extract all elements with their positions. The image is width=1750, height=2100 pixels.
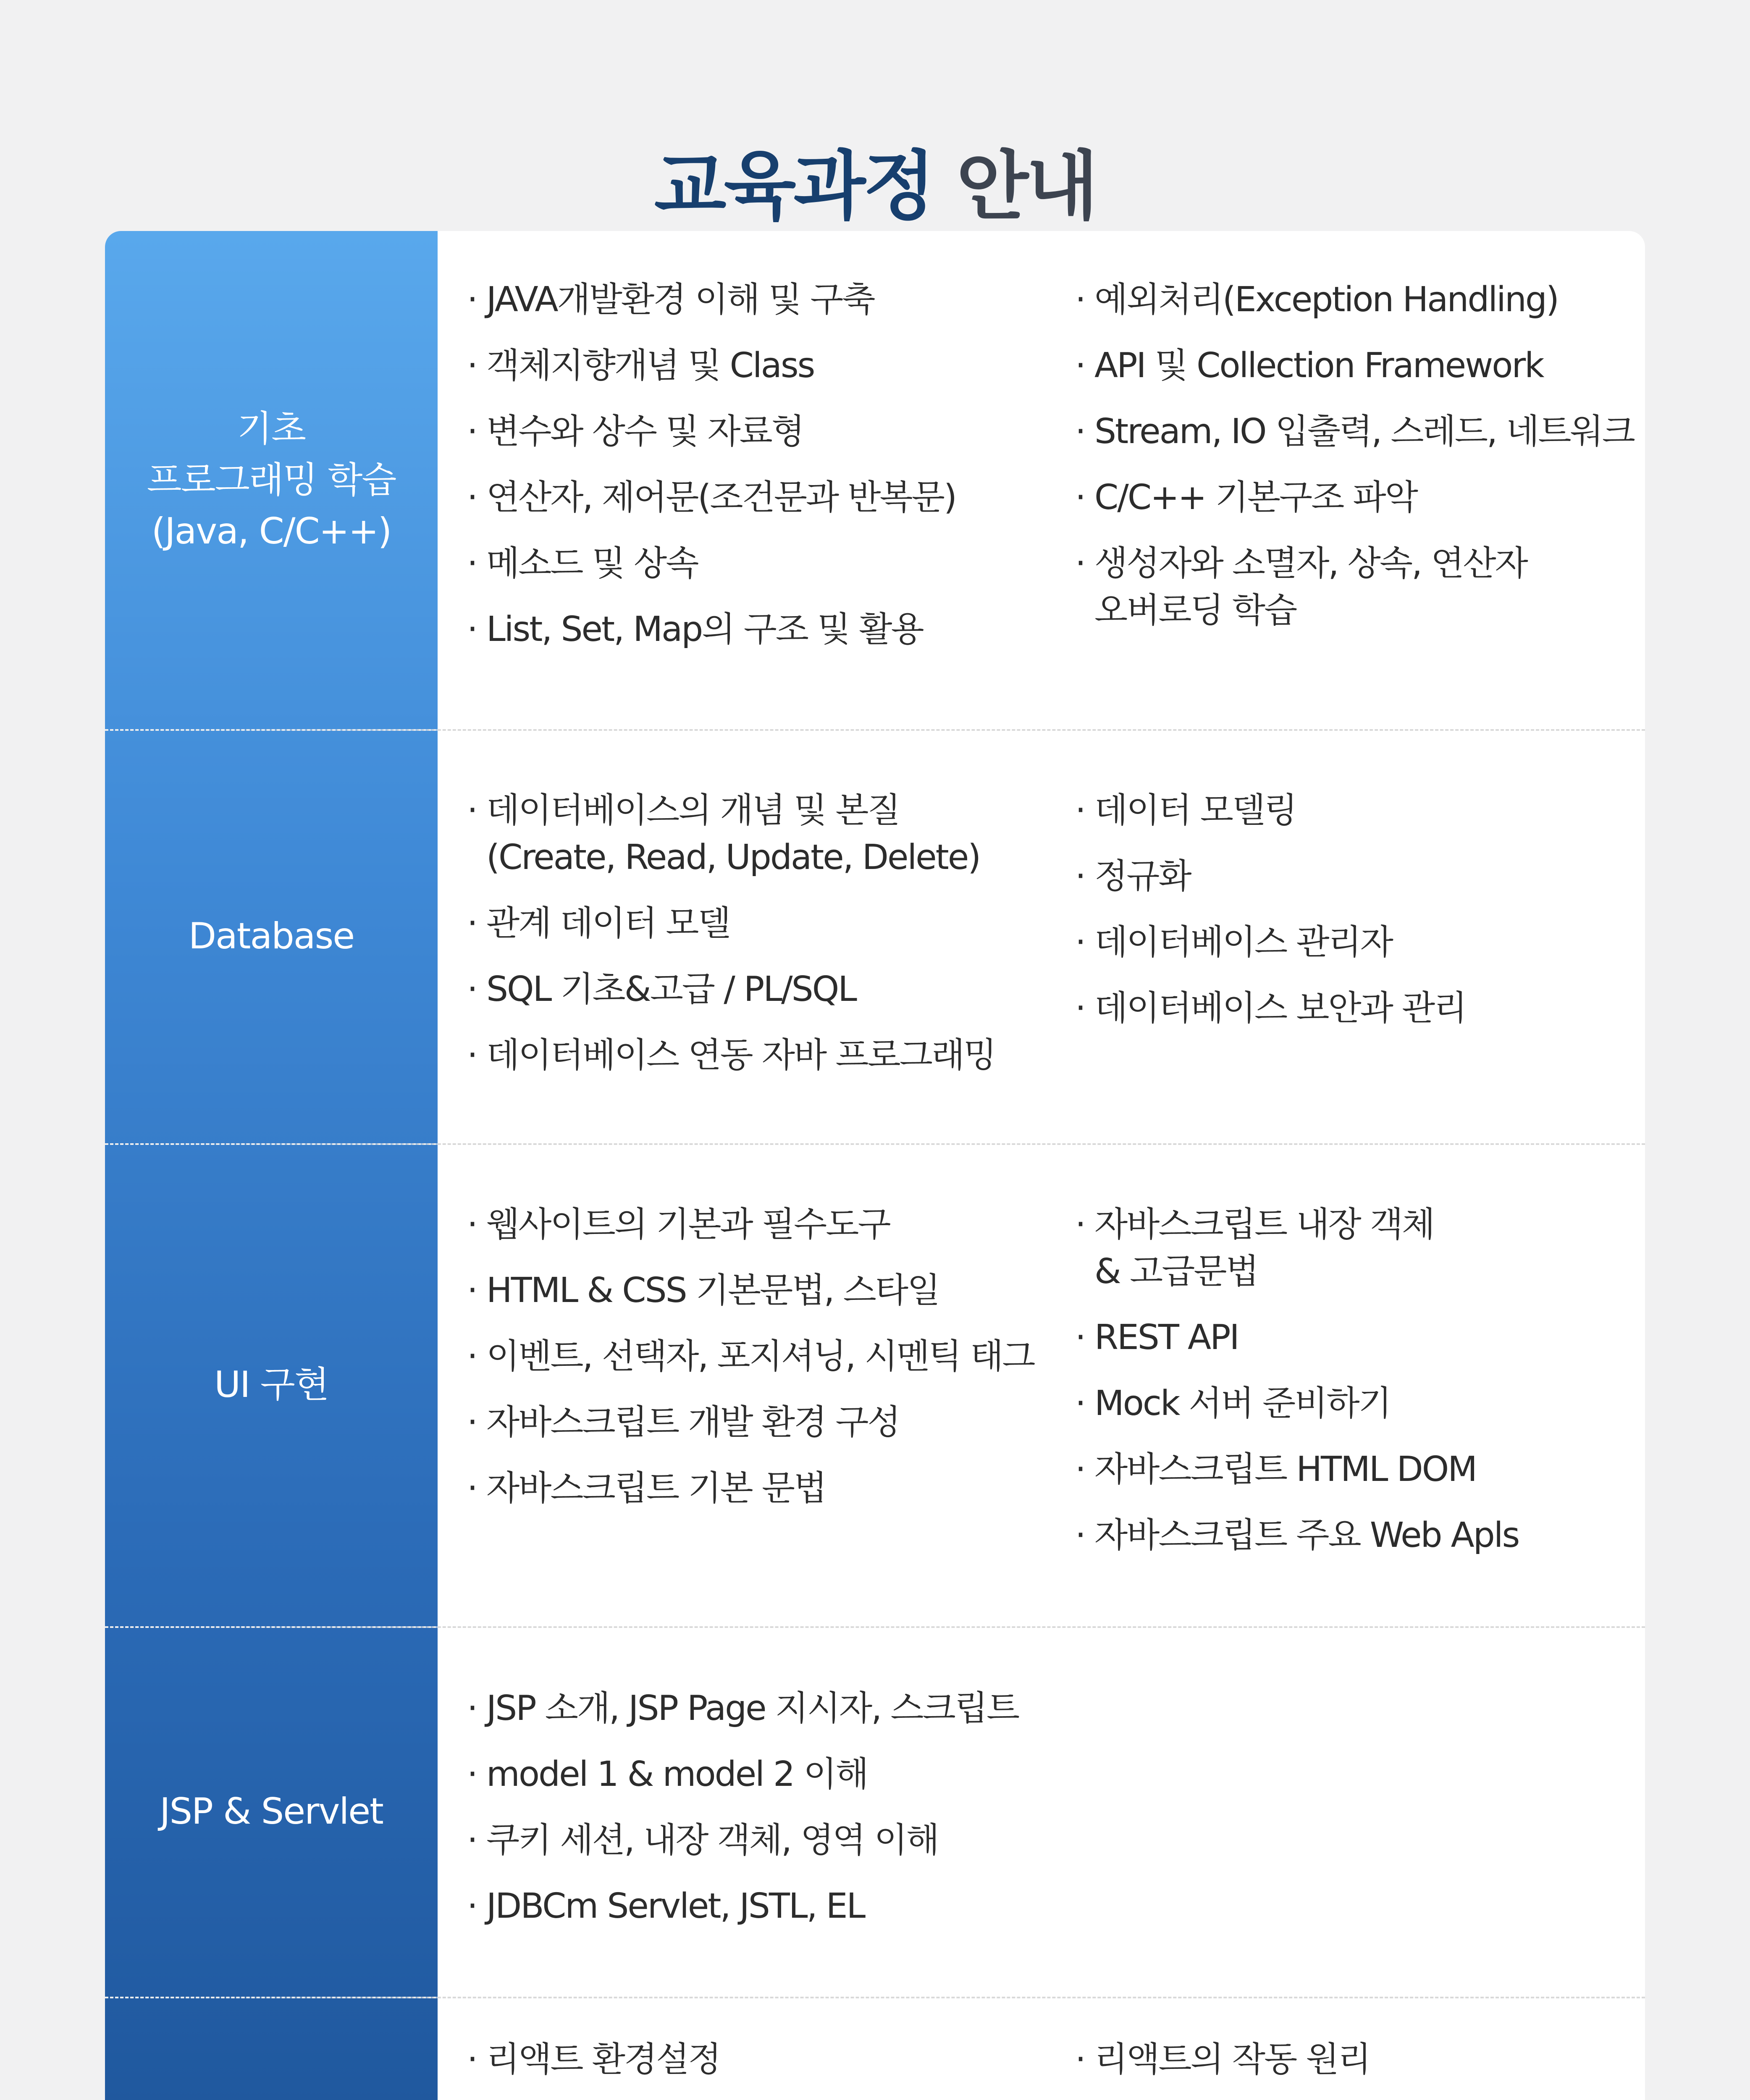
page-title <box>0 136 1750 237</box>
topic-item: · 리액트 환경설정 <box>467 2036 1047 2083</box>
topic-item: · HTML & CSS 기본문법, 스타일 <box>467 1267 1047 1314</box>
topic-item: · Stream, IO 입출력, 스레드, 네트워크 <box>1075 408 1638 455</box>
page-title-sub: 안내 <box>956 143 1096 230</box>
topic-item: · 웹사이트의 기본과 필수도구 <box>467 1201 1047 1248</box>
topic-item: · 예외처리(Exception Handling) <box>1075 276 1638 323</box>
topic-item: · List, Set, Map의 구조 및 활용 <box>467 606 1047 653</box>
topic-item <box>1075 2097 1638 2100</box>
topic-item: · 이벤트, 선택자, 포지셔닝, 시멘틱 태그 <box>467 1333 1047 1380</box>
topic-item: · API 및 Collection Framework <box>1075 342 1638 389</box>
topic-item: · 관계 데이터 모델 <box>467 900 1047 947</box>
topic-item: · 데이터베이스 연동 자바 프로그래밍 <box>467 1032 1047 1079</box>
section-database <box>105 729 1645 1143</box>
topic-list-right <box>1075 1201 1638 1559</box>
topic-item: · 자바스크립트 주요 Web Apls <box>1075 1512 1638 1559</box>
topic-item: · 연산자, 제어문(조건문과 반복문) <box>467 474 1047 521</box>
topic-item: · JSP 소개, JSP Page 지시자, 스크립트 <box>467 1685 1047 1732</box>
section-ui <box>105 1143 1645 1626</box>
topic-item: · 자바스크립트 개발 환경 구성 <box>467 1399 1047 1446</box>
topic-item: · 변수와 상수 및 자료형 <box>467 408 1047 455</box>
topic-item: · 자바스크립트 기본 문법 <box>467 1465 1047 1512</box>
topic-list-left <box>467 276 1047 653</box>
topic-item: · Mock 서버 준비하기 <box>1075 1380 1638 1427</box>
topic-item: · 데이터베이스 관리자 <box>1075 919 1638 966</box>
topic-item: · REST API <box>1075 1314 1638 1361</box>
topic-list-left <box>467 2036 1047 2100</box>
topic-item: · C/C++ 기본구조 파악 <box>1075 474 1638 521</box>
section-label: JSP & Servlet <box>160 1790 383 1832</box>
topic-item: · 정규화 <box>1075 853 1638 900</box>
topic-item: · JAVA개발환경 이해 및 구축 <box>467 276 1047 323</box>
topic-item: · 메소드 및 상속 <box>467 540 1047 587</box>
topic-item: · 데이터베이스의 개념 및 본질 (Create, Read, Update, Delete) <box>467 787 1047 881</box>
section-jsp-servlet <box>105 1626 1645 1997</box>
topic-list-right <box>1075 2036 1638 2100</box>
topic-item: · 리액트의 작동 원리 <box>1075 2036 1638 2083</box>
topic-item: · 자바스크립트 내장 객체 & 고급문법 <box>1075 1201 1638 1295</box>
topic-item <box>467 2097 1047 2100</box>
topic-list-right <box>1075 276 1638 634</box>
topic-item: · model 1 & model 2 이해 <box>467 1751 1047 1798</box>
topic-list-right <box>1075 787 1638 1032</box>
topic-item: · 데이터베이스 보안과 관리 <box>1075 985 1638 1032</box>
topic-list-left <box>467 1201 1047 1512</box>
topic-list-left <box>467 1685 1047 1930</box>
section-frontend <box>105 1997 1645 2100</box>
topic-item: · SQL 기초&고급 / PL/SQL <box>467 966 1047 1013</box>
curriculum-table <box>105 231 1645 2100</box>
section-basic-programming <box>105 231 1645 729</box>
topic-item: · 자바스크립트 HTML DOM <box>1075 1446 1638 1493</box>
topic-list-left <box>467 787 1047 1079</box>
section-label: 기초 프로그래밍 학습 (Java, C/C++) <box>147 408 396 552</box>
topic-item: · 쿠키 세션, 내장 객체, 영역 이해 <box>467 1817 1047 1864</box>
topic-item: · JDBCm Servlet, JSTL, EL <box>467 1883 1047 1930</box>
section-label: Database <box>188 915 354 957</box>
topic-item: · 데이터 모델링 <box>1075 787 1638 834</box>
page-title-main: 교육과정 <box>654 143 933 230</box>
section-label <box>105 1997 438 2100</box>
topic-item: · 객체지향개념 및 Class <box>467 342 1047 389</box>
topic-item: · 생성자와 소멸자, 상속, 연산자 오버로딩 학습 <box>1075 540 1638 634</box>
section-label: UI 구현 <box>214 1364 328 1406</box>
